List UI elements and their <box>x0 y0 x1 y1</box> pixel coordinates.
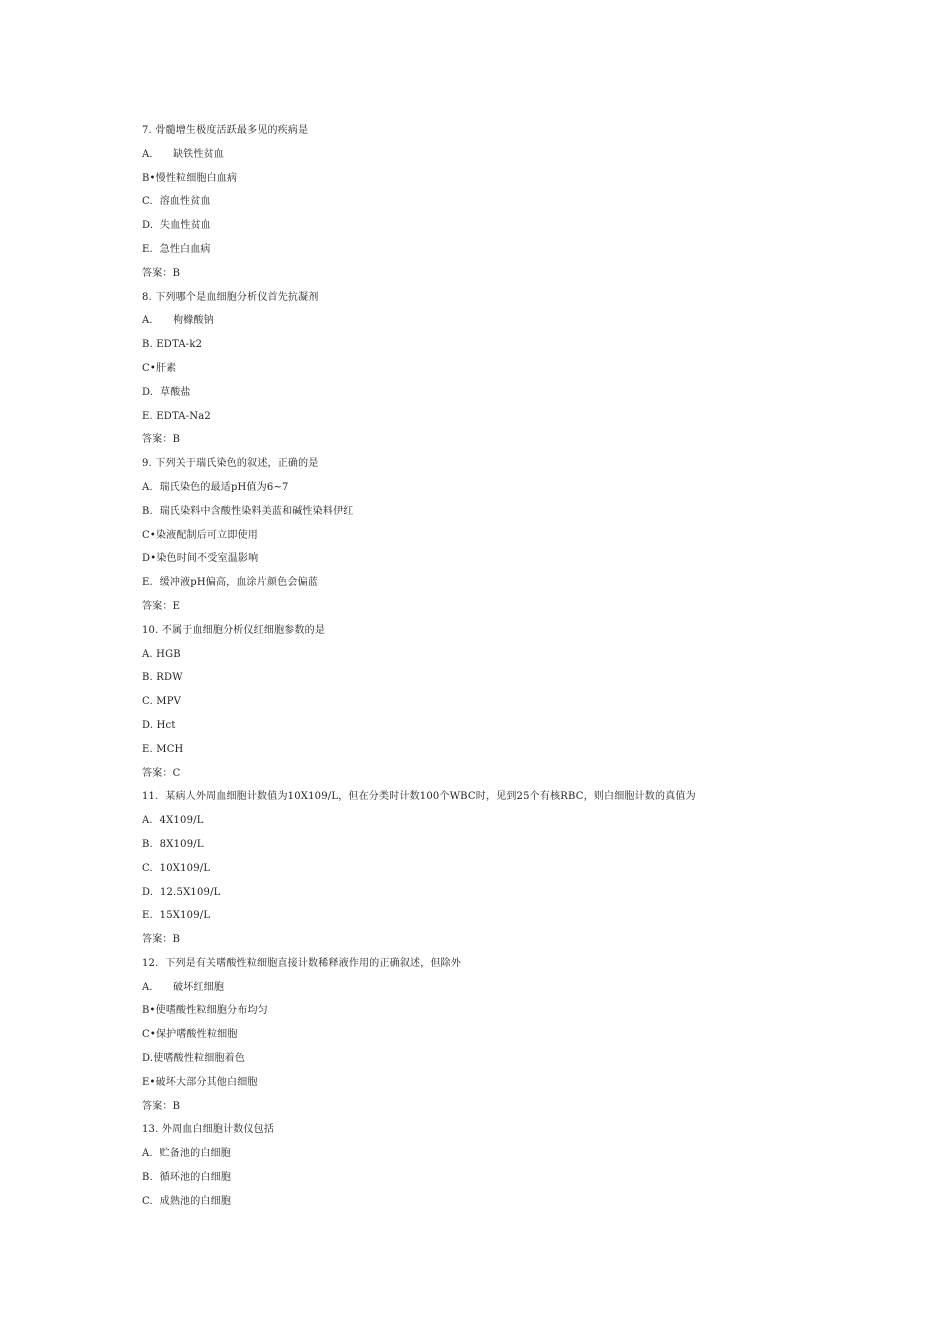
question-13-option-b: B. 循环池的白细胞 <box>142 1172 232 1184</box>
question-8-option-e: E. EDTA-Na2 <box>142 410 211 422</box>
question-12-option-c: C•保护嗜酸性粒细胞 <box>142 1029 238 1041</box>
question-12-option-d: D.使嗜酸性粒细胞着色 <box>142 1053 246 1065</box>
question-10-option-c: C. MPV <box>142 696 182 708</box>
question-7-option-c: C. 溶血性贫血 <box>142 196 211 208</box>
question-9-option-e: E. 缓冲液pH偏高，血涂片颜色会偏蓝 <box>142 577 318 589</box>
question-12-option-b: B•使嗜酸性粒细胞分布均匀 <box>142 1005 268 1017</box>
question-12-answer: 答案：B <box>142 1100 181 1112</box>
question-9-answer: 答案：E <box>142 600 181 612</box>
question-12-stem: 12. 下列是有关嗜酸性粒细胞直接计数稀释液作用的正确叙述，但除外 <box>142 957 462 969</box>
question-12-option-e: E•破坏大部分其他白细胞 <box>142 1076 258 1088</box>
question-7-option-d: D. 失血性贫血 <box>142 220 211 232</box>
question-8-option-d: D. 草酸盐 <box>142 386 191 398</box>
question-11-option-d: D. 12.5X109/L <box>142 886 221 898</box>
question-12-option-a: A. 破坏红细胞 <box>142 981 225 993</box>
question-10-option-a: A. HGB <box>142 648 181 660</box>
question-8-answer: 答案：B <box>142 434 181 446</box>
question-13-option-a: A. 贮备池的白细胞 <box>142 1148 231 1160</box>
question-13-option-c: C. 成熟池的白细胞 <box>142 1195 232 1207</box>
question-7-option-b: B•慢性粒细胞白血病 <box>142 172 238 184</box>
question-11-answer: 答案：B <box>142 934 181 946</box>
question-11-stem: 11. 某病人外周血细胞计数值为10X109/L，但在分类时计数100个WBC时，见到25个有核RBC，则白细胞计数的真值为 <box>142 791 696 803</box>
question-11-option-b: B. 8X109/L <box>142 838 204 850</box>
question-7-answer: 答案：B <box>142 267 181 279</box>
document-page <box>142 124 922 1219</box>
question-10-stem: 10. 不属于血细胞分析仪红细胞参数的是 <box>142 624 326 636</box>
question-11-option-a: A. 4X109/L <box>142 815 204 827</box>
question-8-option-b: B. EDTA-k2 <box>142 339 203 351</box>
question-7-stem: 7. 骨髓增生极度活跃最多见的疾病是 <box>142 125 309 136</box>
question-9-option-c: C•染液配制后可立即使用 <box>142 529 258 541</box>
question-11-option-c: C. 10X109/L <box>142 862 211 874</box>
question-9-option-b: B. 瑞氏染料中含酸性染料美蓝和碱性染料伊红 <box>142 505 354 517</box>
question-10-answer: 答案：C <box>142 767 181 779</box>
question-10-option-b: B. RDW <box>142 672 183 684</box>
question-10-option-d: D. Hct <box>142 719 176 731</box>
question-13-stem: 13. 外周血白细胞计数仪包括 <box>142 1124 275 1136</box>
question-7-option-e: E. 急性白血病 <box>142 243 211 255</box>
question-8-option-a: A. 枸橼酸钠 <box>142 315 214 327</box>
question-8-option-c: C•肝素 <box>142 362 177 374</box>
question-7-option-a: A. 缺铁性贫血 <box>142 148 225 160</box>
question-10-option-e: E. MCH <box>142 743 184 755</box>
question-9-stem: 9. 下列关于瑞氏染色的叙述，正确的是 <box>142 458 319 470</box>
question-9-option-d: D•染色时间不受室温影响 <box>142 553 259 565</box>
question-11-option-e: E. 15X109/L <box>142 910 211 922</box>
question-8-stem: 8. 下列哪个是血细胞分析仪首先抗凝剂 <box>142 291 319 303</box>
question-9-option-a: A. 瑞氏染色的最适pH值为6~7 <box>142 481 289 493</box>
